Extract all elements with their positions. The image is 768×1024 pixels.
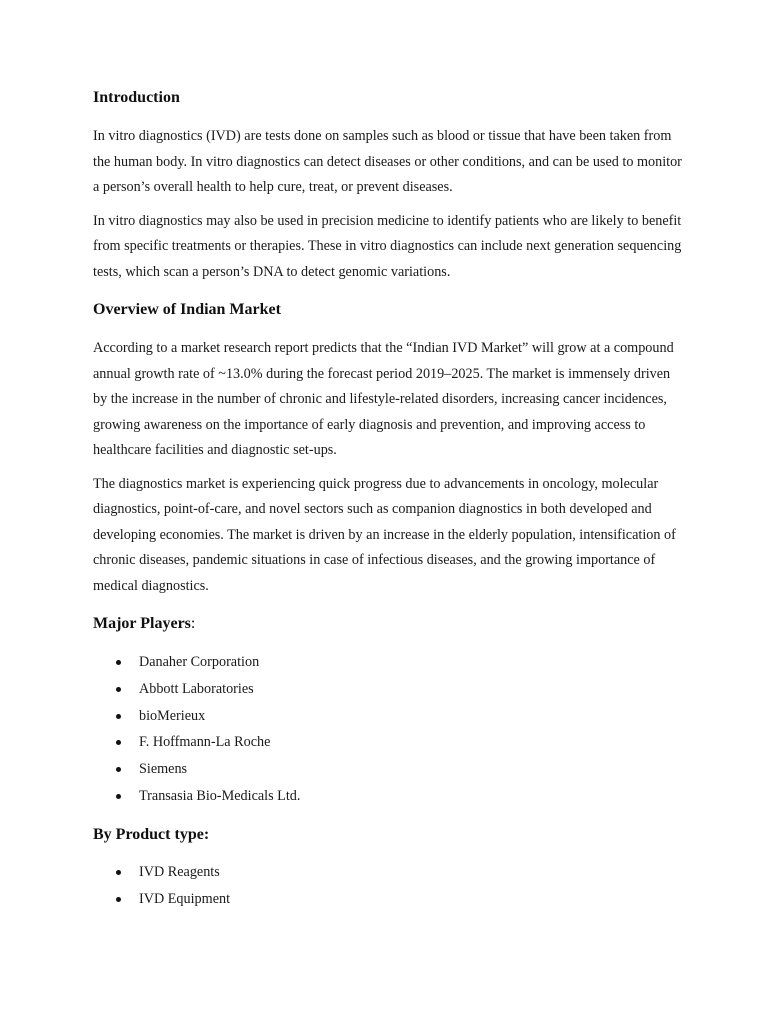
introduction-section <box>93 86 683 285</box>
major-players-heading-colon: : <box>190 615 196 632</box>
list-item <box>93 886 683 913</box>
market-overview-section <box>93 298 683 599</box>
market-overview-paragraph: The diagnostics market is experiencing quick progress due to advancements in oncology, molecular diagnostics, point-of-care, and novel sectors such as companion diagnostics in both developed and developing economies. The market is driven by an increase in the elderly population, intensification of chronic diseases, pandemic situations in case of infectious diseases, and the growing importance of medical diagnostics. <box>93 475 676 594</box>
bullet-icon <box>116 897 121 902</box>
product-type-heading: By Product type: <box>93 825 210 843</box>
introduction-paragraph: In vitro diagnostics may also be used in precision medicine to identify patients who are likely to benefit from specific treatments or therapies. These in vitro diagnostics can include next generation sequencing tests, which scan a person’s DNA to detect genomic variations. <box>93 212 682 280</box>
list-item <box>93 676 683 703</box>
list-item <box>93 649 683 676</box>
market-overview-paragraph: According to a market research report predicts that the “Indian IVD Market” will grow at a compound annual growth rate of ~13.0% during the forecast period 2019–2025. The market is immensely driven by the increase in the number of chronic and lifestyle-related disorders, increasing cancer incidences, growing awareness on the importance of early diagnosis and prevention, and improving access to healthcare facilities and diagnostic set-ups. <box>93 340 674 458</box>
bullet-icon <box>116 767 121 772</box>
bullet-icon <box>116 687 121 692</box>
product-type-section <box>93 823 683 913</box>
list-item-text: Abbott Laboratories <box>139 680 254 697</box>
list-item <box>93 703 683 730</box>
introduction-heading: Introduction <box>93 89 180 106</box>
list-item-text: Siemens <box>139 761 188 778</box>
list-item <box>93 859 683 886</box>
bullet-icon <box>116 870 121 875</box>
bullet-icon <box>116 794 121 799</box>
major-players-heading <box>93 612 683 636</box>
list-item-text: bioMerieux <box>139 707 206 724</box>
list-item-text: IVD Reagents <box>139 863 220 880</box>
major-players-list <box>93 649 683 810</box>
list-item <box>93 756 683 783</box>
list-item-text: Transasia Bio-Medicals Ltd. <box>139 787 301 804</box>
list-item-text: IVD Equipment <box>139 890 231 907</box>
list-item <box>93 783 683 810</box>
product-type-list <box>93 859 683 913</box>
bullet-icon <box>116 660 121 665</box>
major-players-section <box>93 612 683 810</box>
bullet-icon <box>116 740 121 745</box>
list-item <box>93 729 683 756</box>
list-item-text: Danaher Corporation <box>139 654 260 670</box>
list-item-text: F. Hoffmann-La Roche <box>139 734 271 751</box>
introduction-paragraph: In vitro diagnostics (IVD) are tests done on samples such as blood or tissue that have been taken from the human body. In vitro diagnostics can detect diseases or other conditions, and can be used to monitor a person’s overall health to help cure, treat, or prevent diseases. <box>93 128 682 195</box>
major-players-heading-text: Major Players <box>93 615 191 632</box>
market-overview-heading: Overview of Indian Market <box>93 301 281 318</box>
bullet-icon <box>116 714 121 719</box>
document-page <box>93 86 683 912</box>
